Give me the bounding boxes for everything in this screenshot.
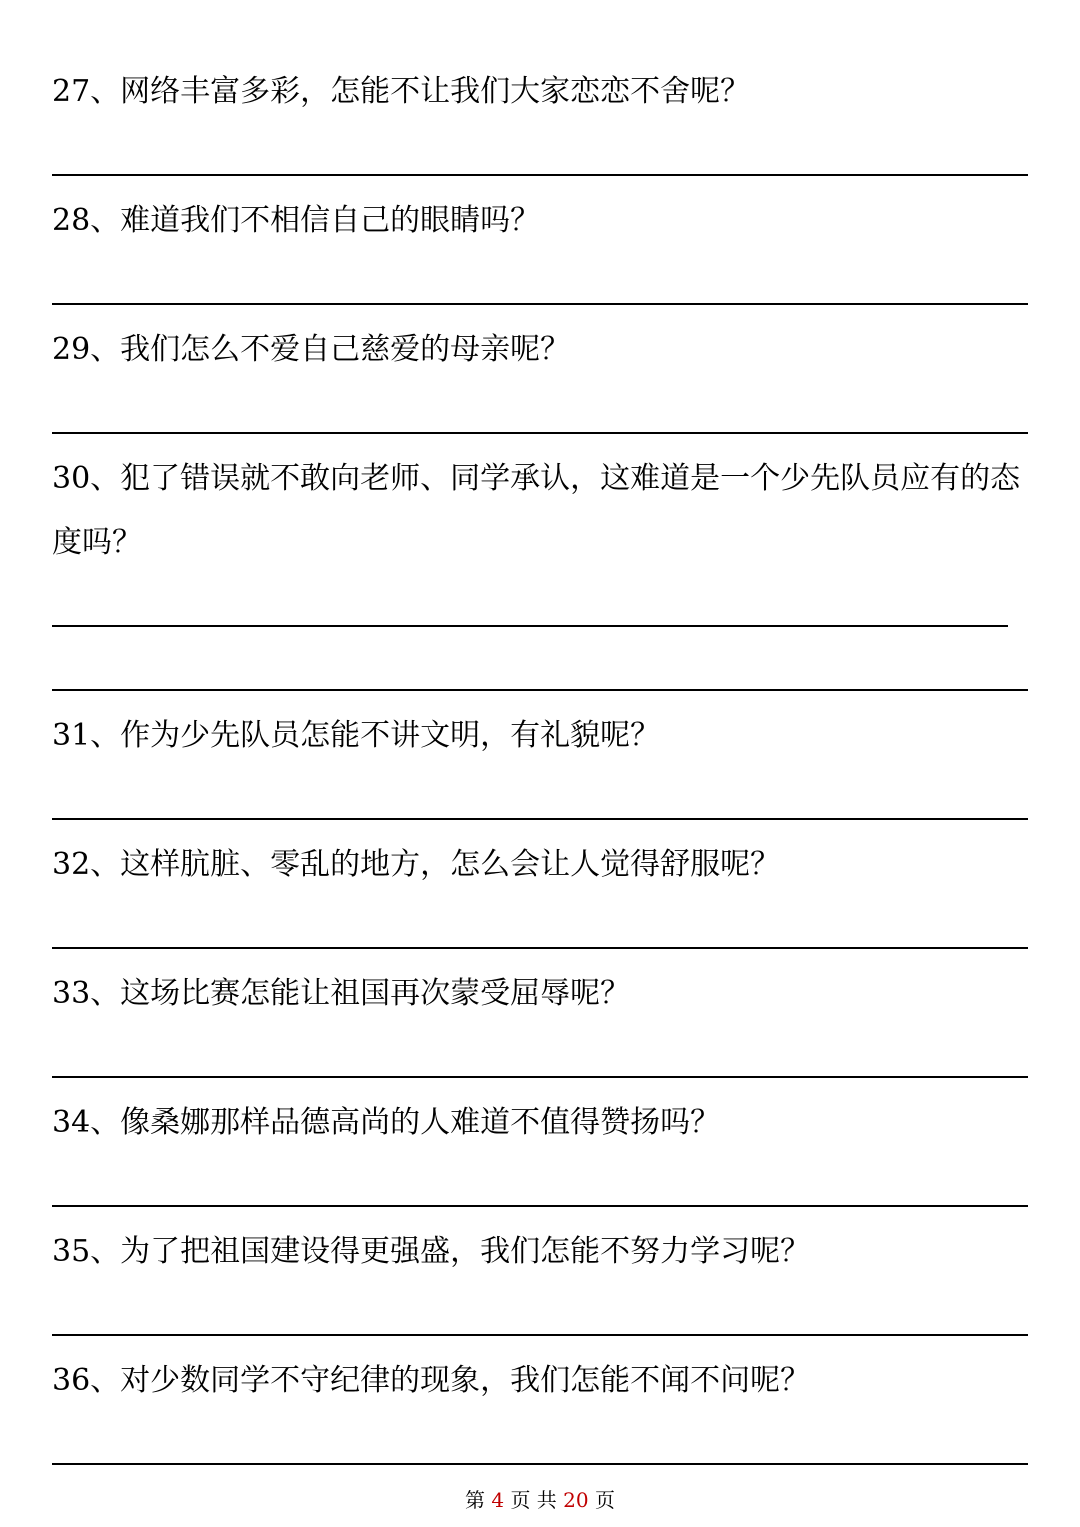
question-31: 31、作为少先队员怎能不讲文明，有礼貌呢？	[52, 718, 661, 753]
answer-line-35	[52, 1334, 1028, 1336]
question-34: 34、像桑娜那样品德高尚的人难道不值得赞扬吗？	[52, 1105, 721, 1140]
total-page-count: 20	[563, 1488, 589, 1512]
question-29: 29、我们怎么不爱自己慈爱的母亲呢？	[52, 332, 571, 367]
answer-line-36	[52, 1463, 1028, 1465]
question-27: 27、网络丰富多彩，怎能不让我们大家恋恋不舍呢？	[52, 74, 751, 109]
question-36: 36、对少数同学不守纪律的现象，我们怎能不闻不问呢？	[52, 1363, 811, 1398]
answer-line-31	[52, 818, 1028, 820]
footer-middle: 页 共	[510, 1488, 557, 1512]
question-32: 32、这样肮脏、零乱的地方，怎么会让人觉得舒服呢？	[52, 847, 781, 882]
answer-line-32	[52, 947, 1028, 949]
answer-line-34	[52, 1205, 1028, 1207]
footer-suffix: 页	[594, 1488, 615, 1512]
answer-line-27	[52, 174, 1028, 176]
answer-line-30a	[52, 625, 1008, 627]
answer-line-28	[52, 303, 1028, 305]
footer-prefix: 第	[465, 1488, 485, 1512]
answer-line-30b	[52, 689, 1028, 691]
question-35: 35、为了把祖国建设得更强盛，我们怎能不努力学习呢？	[52, 1234, 811, 1269]
answer-line-33	[52, 1076, 1028, 1078]
page-footer	[0, 1486, 1080, 1514]
current-page-number: 4	[491, 1488, 505, 1512]
question-30: 30、犯了错误就不敢向老师、同学承认，这难道是一个少先队员应有的态度吗？	[52, 461, 1021, 560]
answer-line-29	[52, 432, 1028, 434]
question-33: 33、这场比赛怎能让祖国再次蒙受屈辱呢？	[52, 976, 631, 1011]
question-28: 28、难道我们不相信自己的眼睛吗？	[52, 203, 541, 238]
